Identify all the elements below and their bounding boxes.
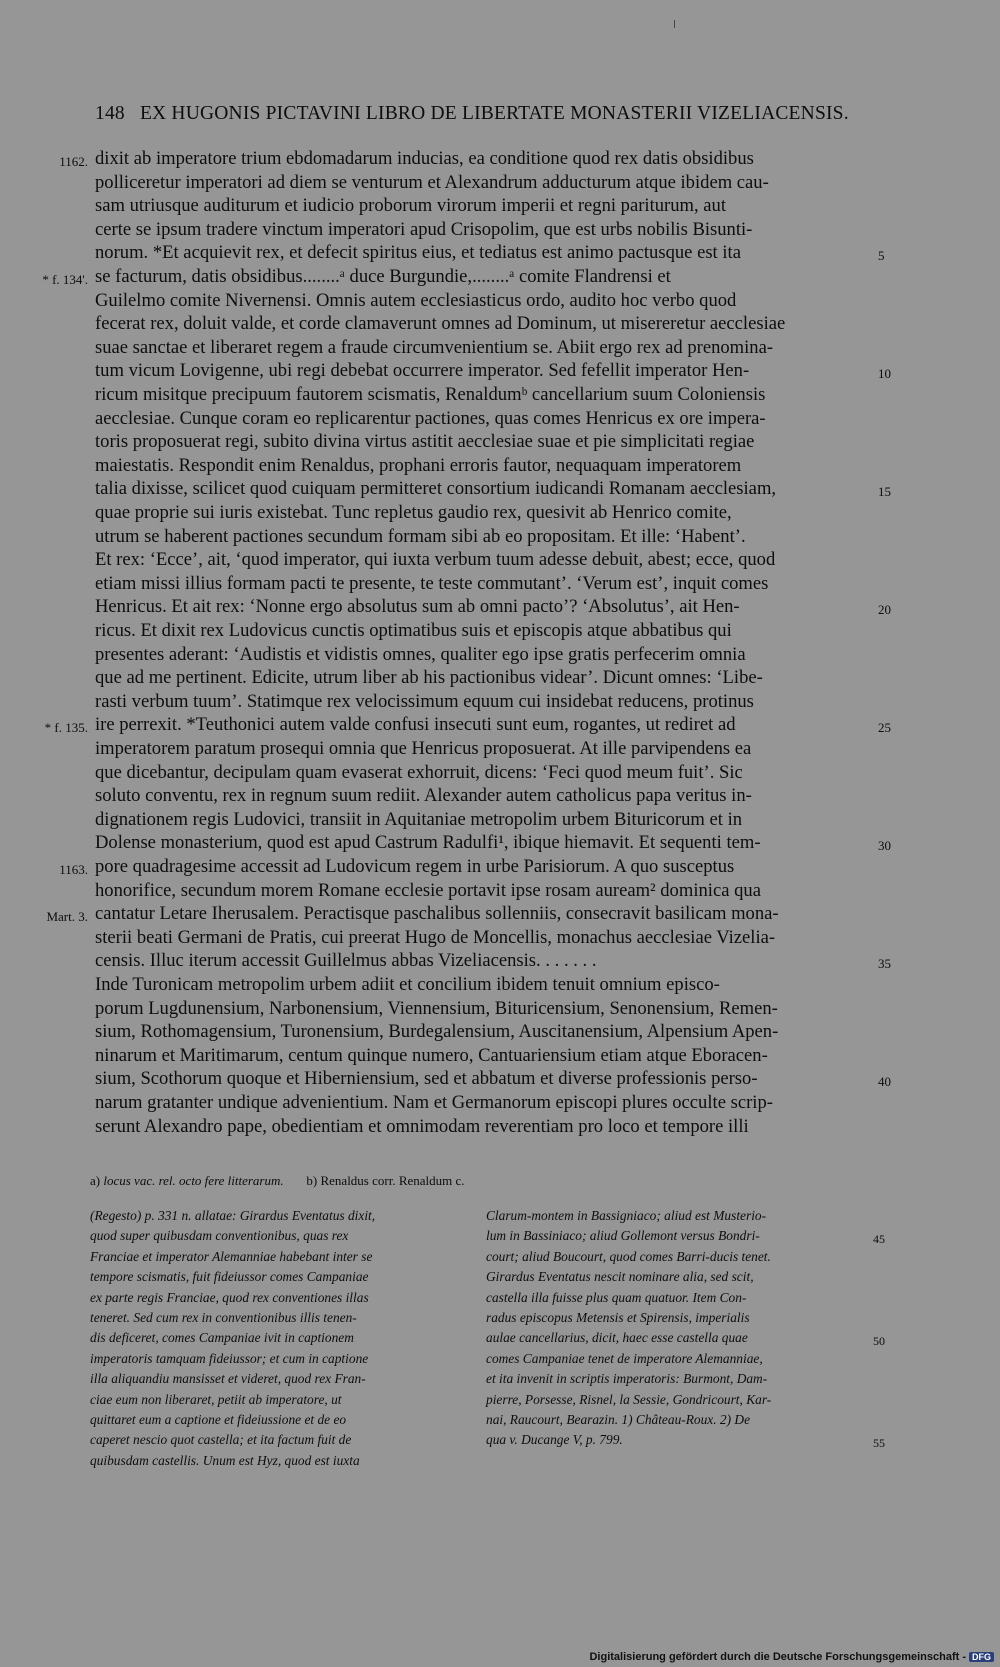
margin-note: * f. 135.: [44, 720, 88, 736]
footnote-line: qua v. Ducange V, p. 799.: [486, 1432, 623, 1448]
text-line: pore quadragesime accessit ad Ludovicum regem in urbe Parisiorum. A quo susceptus: [95, 856, 735, 877]
footnote-line: caperet nescio quot castella; et ita factum fuit de: [90, 1432, 352, 1448]
footnote-line-number: 55: [873, 1436, 885, 1451]
note-b-label: b): [306, 1173, 318, 1188]
running-header: [95, 103, 855, 125]
footnote-line: radus episcopus Metensis et Spirensis, imperialis: [486, 1310, 750, 1325]
critical-notes: [90, 1173, 465, 1189]
footnote-line: Clarum-montem in Bassigniaco; aliud est Musterio-: [486, 1208, 767, 1223]
digitization-credit: [589, 1651, 994, 1663]
footnote-line-number: 50: [873, 1334, 885, 1349]
footnote-line: ciae eum non liberaret, petiit ab imperatore, ut: [90, 1391, 342, 1407]
margin-note: 1163.: [59, 862, 88, 877]
margin-note: Mart. 3.: [46, 909, 88, 925]
text-line: ninarum et Maritimarum, centum quinque numero, Cantuariensium etiam atque Eboracen-: [95, 1044, 768, 1066]
text-line: Inde Turonicam metropolim urbem adiit et concilium ibidem tenuit omnium episco-: [95, 974, 720, 995]
text-line: se facturum, datis obsidibus........ᵃ duce Burgundie,........ᵃ comite Flandrensi et: [95, 266, 671, 287]
credit-text: Digitalisierung gefördert durch die Deutsche Forschungsgemeinschaft -: [589, 1651, 966, 1663]
text-line: ricus. Et dixit rex Ludovicus cunctis optimatibus suis et episcopis atque abbatibus qui: [95, 620, 732, 641]
text-line: ricum misitque precipuum fautorem scismatis, Renaldumᵇ cancellarium suum Coloniensis: [95, 384, 766, 405]
footnote-line: Girardus Eventatus nescit nominare alia, sed scit,: [486, 1269, 754, 1285]
text-line: que dicebantur, decipulam quam evaserat exhorruit, dicens: ‘Feci quod meum fuit’. Sic: [95, 761, 743, 783]
text-line: etiam missi illius formam pacti te presente, te teste commutant’. ‘Verum est’, inquit comes: [95, 572, 769, 594]
line-number: 20: [878, 602, 891, 618]
footnote-line: et ita invenit in scriptis imperatoris: Burmont, Dam-: [486, 1371, 768, 1387]
text-line: rasti verbum tuum’. Statimque rex velocissimum equum cui insidebat reducens, protinus: [95, 690, 754, 712]
footnote-line: nai, Raucourt, Bearazin. 1) Château-Roux. 2) De: [486, 1412, 751, 1427]
text-line: narum gratanter undique advenientium. Nam et Germanorum episcopi plures occulte scrip-: [95, 1092, 773, 1113]
dfg-logo: DFG: [969, 1652, 994, 1662]
margin-note: * f. 134'.: [42, 272, 88, 287]
text-line: dignationem regis Ludovici, transiit in Aquitaniae metropolim urbem Bituricorum et in: [95, 808, 743, 830]
footnote-line: Franciae et imperator Alemanniae habebant inter se: [90, 1248, 373, 1264]
margin-note: 1162.: [59, 154, 88, 169]
text-line: dixit ab imperatore trium ebdomadarum inducias, ea conditione quod rex datis obsidibus: [95, 148, 754, 169]
text-line: suae sanctae et liberaret regem a fraude circumvenientium se. Abiit ergo rex ad prenomina-: [95, 336, 774, 358]
note-b-text: Renaldus corr. Renaldum c.: [320, 1173, 465, 1188]
footnote-line: quibusdam castellis. Unum est Hyz, quod est iuxta: [90, 1452, 360, 1468]
text-line: certe se ipsum tradere vinctum imperatori apud Crisopolim, que est urbs nobilis Bisunti-: [95, 218, 753, 240]
footnote-line: teneret. Sed cum rex in conventionibus illis tenen-: [90, 1310, 357, 1325]
text-line: imperatorem paratum prosequi omnia que Henricus proposuerat. At ille parvipendens ea: [95, 738, 752, 759]
footnote-line: quittaret eum a captione et fideiussione et de eo: [90, 1412, 347, 1427]
line-number: 30: [878, 838, 891, 854]
text-line: sam utriusque auditurum et iudicio proborum virorum imperii et regni pariturum, aut: [95, 195, 727, 217]
footnote-line: (Regesto) p. 331 n. allatae: Girardus Eventatus dixit,: [90, 1208, 376, 1223]
footnote-line: castella illa fuisse plus quam quatuor. Item Con-: [486, 1289, 747, 1305]
footnote-line: illa aliquandiu mansisset et videret, quod rex Fran-: [90, 1371, 366, 1387]
text-line: quae proprie sui iuris existebat. Tunc repletus gaudio rex, quesivit ab Henrico comite,: [95, 502, 732, 523]
line-number: 15: [878, 484, 891, 500]
text-line: ire perrexit. *Teuthonici autem valde confusi insecuti sunt eum, rogantes, ut rediret ad: [95, 714, 736, 736]
footnote-line: dis deficeret, comes Campaniae ivit in captionem: [90, 1330, 354, 1346]
footnote-line: lum in Bassiniaco; aliud Gollemont versus Bondri-: [486, 1228, 760, 1244]
scan-mark: [674, 20, 675, 28]
text-line: talia dixisse, scilicet quod cuiquam permitteret consortium iudicandi Romanam aecclesiam,: [95, 478, 777, 500]
text-line: Henricus. Et ait rex: ‘Nonne ergo absolutus sum ab omni pacto’? ‘Absolutus’, ait Hen-: [95, 596, 740, 618]
footnote-line: pierre, Porsesse, Risnel, la Sessie, Gondricourt, Kar-: [486, 1391, 772, 1407]
text-line: toris proposuerat regi, subito divina virtus astitit aecclesiae suae et pie simplicitati regiae: [95, 431, 755, 453]
footnote-line: quod super quibusdam conventionibus, quas rex: [90, 1228, 349, 1244]
footnote-line: court; aliud Boucourt, quod comes Barri-ducis tenet.: [486, 1248, 771, 1264]
text-line: Et rex: ‘Ecce’, ait, ‘quod imperator, qui iuxta verbum tuum adesse debuit, abest; ecce, quod: [95, 549, 776, 571]
footnote-line: comes Campaniae tenet de imperatore Alemanniae,: [486, 1350, 763, 1366]
line-number: 25: [878, 720, 891, 736]
line-number: 35: [878, 956, 891, 972]
text-line: aecclesiae. Cunque coram eo replicarentur pactiones, quas comes Henricus ex ore impera-: [95, 407, 766, 429]
text-line: presentes aderant: ‘Audistis et vidistis omnes, qualiter ego ipse gratis perfecerim omnia: [95, 643, 746, 665]
text-line: cantatur Letare Iherusalem. Peractisque paschalibus sollenniis, consecravit basilicam mona-: [95, 903, 779, 925]
text-line: Dolense monasterium, quod est apud Castrum Radulfi¹, ibique hiemavit. Et sequenti tem-: [95, 832, 761, 854]
note-a-text: locus vac. rel. octo fere litterarum.: [103, 1173, 284, 1188]
text-line: maiestatis. Respondit enim Renaldus, prophani erroris fautor, nequaquam imperatorem: [95, 454, 742, 476]
line-number: 10: [878, 366, 891, 382]
running-title: EX HUGONIS PICTAVINI LIBRO DE LIBERTATE MONASTERII VIZELIACENSIS.: [139, 103, 849, 124]
page-number: 148: [95, 103, 125, 124]
text-line: polliceretur imperatori ad diem se venturum et Alexandrum adducturum atque ibidem cau-: [95, 171, 769, 193]
text-line: honorifice, secundum morem Romane ecclesie portavit ipse rosam auream² dominica qua: [95, 879, 761, 901]
text-line: Guilelmo comite Nivernensi. Omnis autem ecclesiasticus ordo, audito hoc verbo quod: [95, 289, 737, 311]
text-line: fecerat rex, doluit valde, et corde clamaverunt omnes ad Dominum, ut misereretur aecclesiae: [95, 313, 786, 335]
footnote-line: aulae cancellarius, dicit, haec esse castella quae: [486, 1330, 748, 1346]
text-line: soluto conventu, rex in regnum suum rediit. Alexander autem catholicus papa veritus in-: [95, 785, 752, 807]
footnote-line: tempore scismatis, fuit fideiussor comes Campaniae: [90, 1269, 369, 1285]
text-line: sium, Rothomagensium, Turonensium, Burdegalensium, Auscitanensium, Alpensium Apen-: [95, 1021, 779, 1043]
text-line: norum. *Et acquievit rex, et defecit spiritus eius, et tediatus est animo pactusque est ita: [95, 242, 741, 264]
text-line: tum vicum Lovigenne, ubi regi debebat occurrere imperator. Sed fefellit imperator Hen-: [95, 360, 750, 382]
footnote-line: ex parte regis Franciae, quod rex conventiones illas: [90, 1289, 369, 1305]
line-number: 40: [878, 1074, 891, 1090]
line-number: 5: [878, 248, 885, 264]
footnote-line-number: 45: [873, 1232, 885, 1247]
text-line: porum Lugdunensium, Narbonensium, Viennensium, Bituricensium, Senonensium, Remen-: [95, 997, 778, 1019]
footnote-line: imperatoris tamquam fideiussor; et cum in captione: [90, 1350, 369, 1366]
text-line: censis. Illuc iterum accessit Guillelmus abbas Vizeliacensis. . . . . . .: [95, 950, 597, 972]
text-line: sterii beati Germani de Pratis, cui preerat Hugo de Moncellis, monachus aecclesiae Vizelia-: [95, 926, 776, 948]
text-line: utrum se haberent pactiones secundum formam sibi ab eo propositam. Et ille: ‘Habent’.: [95, 525, 746, 547]
text-line: serunt Alexandro pape, obedientiam et omnimodam reverentiam pro loco et tempore illi: [95, 1115, 749, 1137]
text-line: sium, Scothorum quoque et Hiberniensium, sed et abbatum et diverse professionis perso-: [95, 1068, 758, 1090]
text-line: que ad me pertinent. Edicite, utrum liber ab his pactionibus videar’. Dicunt omnes: ‘Libe-: [95, 667, 763, 689]
note-a-label: a): [90, 1173, 101, 1188]
